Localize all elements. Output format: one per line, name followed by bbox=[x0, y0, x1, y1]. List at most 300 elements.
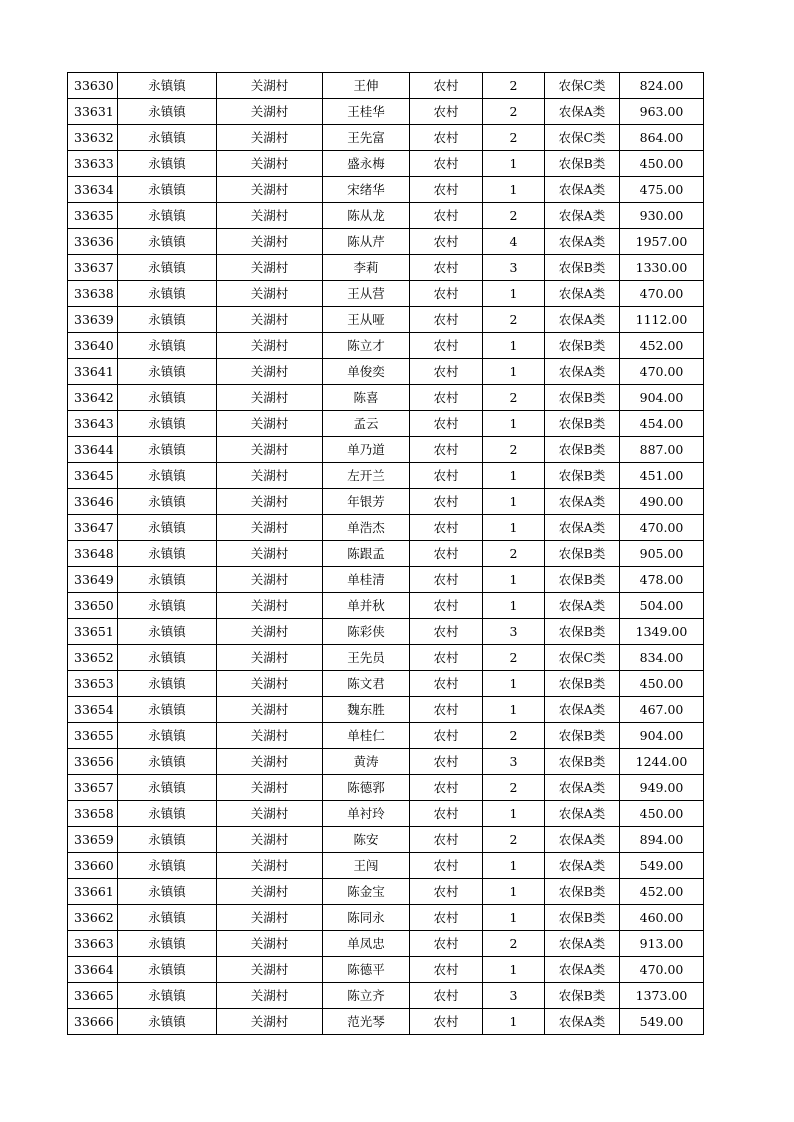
cell-amount: 467.00 bbox=[620, 697, 704, 723]
cell-town: 永镇镇 bbox=[118, 879, 217, 905]
cell-amount: 1112.00 bbox=[620, 307, 704, 333]
cell-count: 1 bbox=[483, 489, 545, 515]
cell-village: 关湖村 bbox=[217, 385, 323, 411]
table-row bbox=[68, 827, 704, 853]
cell-id: 33663 bbox=[68, 931, 118, 957]
cell-amount: 1330.00 bbox=[620, 255, 704, 281]
cell-area: 农村 bbox=[410, 307, 483, 333]
cell-village: 关湖村 bbox=[217, 775, 323, 801]
cell-category: 农保B类 bbox=[545, 333, 620, 359]
cell-name: 黄涛 bbox=[323, 749, 410, 775]
cell-name: 单乃道 bbox=[323, 437, 410, 463]
cell-town: 永镇镇 bbox=[118, 281, 217, 307]
cell-category: 农保A类 bbox=[545, 775, 620, 801]
cell-name: 王从哑 bbox=[323, 307, 410, 333]
cell-category: 农保B类 bbox=[545, 879, 620, 905]
cell-count: 1 bbox=[483, 1009, 545, 1035]
cell-id: 33641 bbox=[68, 359, 118, 385]
table-row bbox=[68, 957, 704, 983]
cell-area: 农村 bbox=[410, 827, 483, 853]
cell-amount: 1244.00 bbox=[620, 749, 704, 775]
cell-id: 33656 bbox=[68, 749, 118, 775]
cell-id: 33646 bbox=[68, 489, 118, 515]
cell-village: 关湖村 bbox=[217, 73, 323, 99]
cell-area: 农村 bbox=[410, 437, 483, 463]
cell-amount: 834.00 bbox=[620, 645, 704, 671]
cell-id: 33648 bbox=[68, 541, 118, 567]
cell-town: 永镇镇 bbox=[118, 593, 217, 619]
cell-area: 农村 bbox=[410, 541, 483, 567]
cell-count: 1 bbox=[483, 957, 545, 983]
cell-village: 关湖村 bbox=[217, 853, 323, 879]
cell-village: 关湖村 bbox=[217, 645, 323, 671]
cell-count: 2 bbox=[483, 827, 545, 853]
table-row bbox=[68, 749, 704, 775]
cell-name: 陈德郛 bbox=[323, 775, 410, 801]
cell-amount: 452.00 bbox=[620, 333, 704, 359]
cell-village: 关湖村 bbox=[217, 905, 323, 931]
cell-town: 永镇镇 bbox=[118, 749, 217, 775]
cell-id: 33659 bbox=[68, 827, 118, 853]
table-row bbox=[68, 853, 704, 879]
cell-name: 李莉 bbox=[323, 255, 410, 281]
cell-village: 关湖村 bbox=[217, 437, 323, 463]
cell-amount: 963.00 bbox=[620, 99, 704, 125]
cell-category: 农保B类 bbox=[545, 749, 620, 775]
cell-name: 王伸 bbox=[323, 73, 410, 99]
cell-area: 农村 bbox=[410, 385, 483, 411]
cell-count: 1 bbox=[483, 177, 545, 203]
cell-id: 33652 bbox=[68, 645, 118, 671]
cell-name: 魏东胜 bbox=[323, 697, 410, 723]
cell-town: 永镇镇 bbox=[118, 411, 217, 437]
table-row bbox=[68, 255, 704, 281]
cell-name: 左开兰 bbox=[323, 463, 410, 489]
cell-count: 1 bbox=[483, 593, 545, 619]
table-row bbox=[68, 73, 704, 99]
cell-town: 永镇镇 bbox=[118, 177, 217, 203]
cell-amount: 450.00 bbox=[620, 671, 704, 697]
cell-area: 农村 bbox=[410, 489, 483, 515]
cell-amount: 894.00 bbox=[620, 827, 704, 853]
cell-count: 1 bbox=[483, 333, 545, 359]
table-row bbox=[68, 515, 704, 541]
cell-amount: 454.00 bbox=[620, 411, 704, 437]
cell-village: 关湖村 bbox=[217, 671, 323, 697]
cell-category: 农保B类 bbox=[545, 255, 620, 281]
cell-area: 农村 bbox=[410, 879, 483, 905]
table-row bbox=[68, 99, 704, 125]
cell-name: 盛永梅 bbox=[323, 151, 410, 177]
cell-area: 农村 bbox=[410, 749, 483, 775]
cell-area: 农村 bbox=[410, 671, 483, 697]
cell-amount: 887.00 bbox=[620, 437, 704, 463]
cell-count: 1 bbox=[483, 515, 545, 541]
cell-name: 陈彩侠 bbox=[323, 619, 410, 645]
cell-town: 永镇镇 bbox=[118, 385, 217, 411]
cell-category: 农保A类 bbox=[545, 359, 620, 385]
cell-id: 33637 bbox=[68, 255, 118, 281]
cell-name: 单浩杰 bbox=[323, 515, 410, 541]
table-row bbox=[68, 593, 704, 619]
cell-area: 农村 bbox=[410, 359, 483, 385]
cell-town: 永镇镇 bbox=[118, 801, 217, 827]
cell-village: 关湖村 bbox=[217, 99, 323, 125]
cell-village: 关湖村 bbox=[217, 281, 323, 307]
cell-area: 农村 bbox=[410, 593, 483, 619]
cell-count: 1 bbox=[483, 359, 545, 385]
cell-amount: 930.00 bbox=[620, 203, 704, 229]
table-row bbox=[68, 385, 704, 411]
cell-id: 33665 bbox=[68, 983, 118, 1009]
cell-village: 关湖村 bbox=[217, 593, 323, 619]
cell-count: 2 bbox=[483, 203, 545, 229]
cell-id: 33642 bbox=[68, 385, 118, 411]
cell-category: 农保B类 bbox=[545, 463, 620, 489]
cell-id: 33635 bbox=[68, 203, 118, 229]
cell-town: 永镇镇 bbox=[118, 255, 217, 281]
cell-area: 农村 bbox=[410, 775, 483, 801]
cell-count: 1 bbox=[483, 463, 545, 489]
cell-area: 农村 bbox=[410, 229, 483, 255]
table-row bbox=[68, 229, 704, 255]
table-row bbox=[68, 671, 704, 697]
cell-category: 农保A类 bbox=[545, 229, 620, 255]
table-row bbox=[68, 307, 704, 333]
cell-amount: 460.00 bbox=[620, 905, 704, 931]
cell-town: 永镇镇 bbox=[118, 437, 217, 463]
cell-amount: 549.00 bbox=[620, 1009, 704, 1035]
cell-amount: 478.00 bbox=[620, 567, 704, 593]
table-row bbox=[68, 489, 704, 515]
cell-area: 农村 bbox=[410, 619, 483, 645]
cell-amount: 864.00 bbox=[620, 125, 704, 151]
cell-category: 农保A类 bbox=[545, 1009, 620, 1035]
cell-amount: 549.00 bbox=[620, 853, 704, 879]
cell-id: 33666 bbox=[68, 1009, 118, 1035]
cell-category: 农保B类 bbox=[545, 411, 620, 437]
cell-category: 农保B类 bbox=[545, 541, 620, 567]
cell-area: 农村 bbox=[410, 931, 483, 957]
cell-count: 3 bbox=[483, 255, 545, 281]
cell-area: 农村 bbox=[410, 645, 483, 671]
cell-town: 永镇镇 bbox=[118, 151, 217, 177]
cell-id: 33658 bbox=[68, 801, 118, 827]
cell-id: 33647 bbox=[68, 515, 118, 541]
cell-town: 永镇镇 bbox=[118, 1009, 217, 1035]
cell-name: 王桂华 bbox=[323, 99, 410, 125]
cell-id: 33655 bbox=[68, 723, 118, 749]
cell-area: 农村 bbox=[410, 853, 483, 879]
cell-name: 范光琴 bbox=[323, 1009, 410, 1035]
cell-count: 2 bbox=[483, 723, 545, 749]
cell-amount: 470.00 bbox=[620, 281, 704, 307]
cell-name: 单凤忠 bbox=[323, 931, 410, 957]
cell-count: 3 bbox=[483, 749, 545, 775]
cell-category: 农保A类 bbox=[545, 697, 620, 723]
cell-name: 王先富 bbox=[323, 125, 410, 151]
cell-count: 2 bbox=[483, 99, 545, 125]
cell-category: 农保B类 bbox=[545, 983, 620, 1009]
cell-amount: 450.00 bbox=[620, 151, 704, 177]
cell-count: 1 bbox=[483, 671, 545, 697]
cell-village: 关湖村 bbox=[217, 879, 323, 905]
cell-category: 农保A类 bbox=[545, 931, 620, 957]
cell-name: 陈安 bbox=[323, 827, 410, 853]
cell-village: 关湖村 bbox=[217, 567, 323, 593]
cell-amount: 913.00 bbox=[620, 931, 704, 957]
cell-id: 33651 bbox=[68, 619, 118, 645]
cell-village: 关湖村 bbox=[217, 801, 323, 827]
cell-count: 2 bbox=[483, 775, 545, 801]
cell-town: 永镇镇 bbox=[118, 229, 217, 255]
cell-name: 陈文君 bbox=[323, 671, 410, 697]
cell-category: 农保B类 bbox=[545, 567, 620, 593]
cell-town: 永镇镇 bbox=[118, 567, 217, 593]
cell-town: 永镇镇 bbox=[118, 645, 217, 671]
cell-village: 关湖村 bbox=[217, 151, 323, 177]
cell-category: 农保A类 bbox=[545, 957, 620, 983]
cell-name: 陈喜 bbox=[323, 385, 410, 411]
cell-count: 2 bbox=[483, 541, 545, 567]
cell-count: 1 bbox=[483, 853, 545, 879]
cell-category: 农保A类 bbox=[545, 307, 620, 333]
cell-id: 33661 bbox=[68, 879, 118, 905]
cell-id: 33638 bbox=[68, 281, 118, 307]
cell-amount: 824.00 bbox=[620, 73, 704, 99]
cell-count: 1 bbox=[483, 567, 545, 593]
cell-name: 陈立才 bbox=[323, 333, 410, 359]
cell-area: 农村 bbox=[410, 255, 483, 281]
cell-village: 关湖村 bbox=[217, 125, 323, 151]
cell-category: 农保A类 bbox=[545, 99, 620, 125]
cell-village: 关湖村 bbox=[217, 931, 323, 957]
cell-id: 33654 bbox=[68, 697, 118, 723]
cell-id: 33634 bbox=[68, 177, 118, 203]
cell-village: 关湖村 bbox=[217, 307, 323, 333]
cell-town: 永镇镇 bbox=[118, 333, 217, 359]
cell-count: 1 bbox=[483, 281, 545, 307]
cell-village: 关湖村 bbox=[217, 697, 323, 723]
cell-category: 农保B类 bbox=[545, 151, 620, 177]
cell-id: 33640 bbox=[68, 333, 118, 359]
cell-village: 关湖村 bbox=[217, 359, 323, 385]
cell-count: 3 bbox=[483, 983, 545, 1009]
cell-village: 关湖村 bbox=[217, 203, 323, 229]
cell-amount: 470.00 bbox=[620, 359, 704, 385]
cell-count: 2 bbox=[483, 73, 545, 99]
cell-category: 农保B类 bbox=[545, 723, 620, 749]
cell-name: 单衬玲 bbox=[323, 801, 410, 827]
table-row bbox=[68, 281, 704, 307]
cell-id: 33649 bbox=[68, 567, 118, 593]
cell-count: 1 bbox=[483, 801, 545, 827]
cell-area: 农村 bbox=[410, 905, 483, 931]
cell-area: 农村 bbox=[410, 411, 483, 437]
cell-village: 关湖村 bbox=[217, 957, 323, 983]
table-row bbox=[68, 983, 704, 1009]
cell-village: 关湖村 bbox=[217, 515, 323, 541]
table-row bbox=[68, 905, 704, 931]
cell-id: 33644 bbox=[68, 437, 118, 463]
cell-area: 农村 bbox=[410, 203, 483, 229]
cell-town: 永镇镇 bbox=[118, 697, 217, 723]
cell-id: 33645 bbox=[68, 463, 118, 489]
cell-name: 单桂清 bbox=[323, 567, 410, 593]
cell-amount: 1349.00 bbox=[620, 619, 704, 645]
cell-area: 农村 bbox=[410, 151, 483, 177]
cell-id: 33657 bbox=[68, 775, 118, 801]
cell-amount: 904.00 bbox=[620, 723, 704, 749]
table-row bbox=[68, 645, 704, 671]
cell-amount: 450.00 bbox=[620, 801, 704, 827]
cell-id: 33633 bbox=[68, 151, 118, 177]
cell-town: 永镇镇 bbox=[118, 853, 217, 879]
table-row bbox=[68, 463, 704, 489]
cell-amount: 1957.00 bbox=[620, 229, 704, 255]
table-row bbox=[68, 203, 704, 229]
cell-id: 33653 bbox=[68, 671, 118, 697]
cell-area: 农村 bbox=[410, 723, 483, 749]
cell-id: 33636 bbox=[68, 229, 118, 255]
cell-id: 33662 bbox=[68, 905, 118, 931]
cell-amount: 504.00 bbox=[620, 593, 704, 619]
cell-count: 2 bbox=[483, 307, 545, 333]
table-row bbox=[68, 801, 704, 827]
table-row bbox=[68, 619, 704, 645]
cell-id: 33639 bbox=[68, 307, 118, 333]
cell-amount: 1373.00 bbox=[620, 983, 704, 1009]
table-row bbox=[68, 359, 704, 385]
cell-town: 永镇镇 bbox=[118, 125, 217, 151]
cell-count: 4 bbox=[483, 229, 545, 255]
cell-category: 农保A类 bbox=[545, 177, 620, 203]
cell-count: 3 bbox=[483, 619, 545, 645]
cell-village: 关湖村 bbox=[217, 229, 323, 255]
cell-category: 农保A类 bbox=[545, 801, 620, 827]
cell-village: 关湖村 bbox=[217, 541, 323, 567]
cell-count: 1 bbox=[483, 151, 545, 177]
cell-amount: 475.00 bbox=[620, 177, 704, 203]
cell-count: 1 bbox=[483, 697, 545, 723]
cell-amount: 904.00 bbox=[620, 385, 704, 411]
cell-category: 农保B类 bbox=[545, 385, 620, 411]
table-row bbox=[68, 541, 704, 567]
cell-area: 农村 bbox=[410, 281, 483, 307]
cell-name: 单桂仁 bbox=[323, 723, 410, 749]
cell-town: 永镇镇 bbox=[118, 541, 217, 567]
cell-count: 2 bbox=[483, 645, 545, 671]
cell-town: 永镇镇 bbox=[118, 307, 217, 333]
cell-area: 农村 bbox=[410, 1009, 483, 1035]
cell-id: 33643 bbox=[68, 411, 118, 437]
cell-area: 农村 bbox=[410, 515, 483, 541]
cell-village: 关湖村 bbox=[217, 255, 323, 281]
table-row bbox=[68, 723, 704, 749]
cell-id: 33660 bbox=[68, 853, 118, 879]
cell-count: 2 bbox=[483, 385, 545, 411]
cell-name: 陈同永 bbox=[323, 905, 410, 931]
cell-area: 农村 bbox=[410, 99, 483, 125]
cell-amount: 470.00 bbox=[620, 957, 704, 983]
table-row bbox=[68, 437, 704, 463]
table-row bbox=[68, 879, 704, 905]
cell-category: 农保C类 bbox=[545, 645, 620, 671]
cell-area: 农村 bbox=[410, 125, 483, 151]
cell-category: 农保A类 bbox=[545, 593, 620, 619]
cell-town: 永镇镇 bbox=[118, 827, 217, 853]
cell-town: 永镇镇 bbox=[118, 203, 217, 229]
cell-name: 年银芳 bbox=[323, 489, 410, 515]
cell-village: 关湖村 bbox=[217, 619, 323, 645]
cell-amount: 949.00 bbox=[620, 775, 704, 801]
cell-count: 2 bbox=[483, 125, 545, 151]
cell-name: 单俊奕 bbox=[323, 359, 410, 385]
cell-category: 农保A类 bbox=[545, 203, 620, 229]
cell-amount: 905.00 bbox=[620, 541, 704, 567]
cell-category: 农保B类 bbox=[545, 437, 620, 463]
cell-village: 关湖村 bbox=[217, 827, 323, 853]
cell-town: 永镇镇 bbox=[118, 671, 217, 697]
table-row bbox=[68, 125, 704, 151]
cell-name: 王先员 bbox=[323, 645, 410, 671]
roster-table bbox=[67, 72, 704, 1035]
table-row bbox=[68, 1009, 704, 1035]
cell-area: 农村 bbox=[410, 177, 483, 203]
cell-area: 农村 bbox=[410, 983, 483, 1009]
cell-area: 农村 bbox=[410, 567, 483, 593]
cell-village: 关湖村 bbox=[217, 749, 323, 775]
cell-category: 农保C类 bbox=[545, 125, 620, 151]
cell-category: 农保A类 bbox=[545, 489, 620, 515]
cell-name: 孟云 bbox=[323, 411, 410, 437]
cell-category: 农保B类 bbox=[545, 905, 620, 931]
cell-name: 单并秋 bbox=[323, 593, 410, 619]
cell-amount: 451.00 bbox=[620, 463, 704, 489]
table-row bbox=[68, 333, 704, 359]
cell-amount: 490.00 bbox=[620, 489, 704, 515]
cell-category: 农保A类 bbox=[545, 515, 620, 541]
cell-category: 农保A类 bbox=[545, 853, 620, 879]
table-row bbox=[68, 775, 704, 801]
cell-village: 关湖村 bbox=[217, 983, 323, 1009]
cell-name: 陈德平 bbox=[323, 957, 410, 983]
table-row bbox=[68, 931, 704, 957]
cell-area: 农村 bbox=[410, 463, 483, 489]
cell-count: 2 bbox=[483, 437, 545, 463]
cell-village: 关湖村 bbox=[217, 463, 323, 489]
table-row bbox=[68, 151, 704, 177]
cell-village: 关湖村 bbox=[217, 1009, 323, 1035]
cell-name: 王从营 bbox=[323, 281, 410, 307]
cell-village: 关湖村 bbox=[217, 411, 323, 437]
cell-area: 农村 bbox=[410, 333, 483, 359]
cell-area: 农村 bbox=[410, 801, 483, 827]
cell-town: 永镇镇 bbox=[118, 723, 217, 749]
cell-area: 农村 bbox=[410, 957, 483, 983]
cell-town: 永镇镇 bbox=[118, 463, 217, 489]
cell-town: 永镇镇 bbox=[118, 905, 217, 931]
cell-town: 永镇镇 bbox=[118, 619, 217, 645]
cell-town: 永镇镇 bbox=[118, 957, 217, 983]
cell-town: 永镇镇 bbox=[118, 73, 217, 99]
cell-name: 陈立齐 bbox=[323, 983, 410, 1009]
table-row bbox=[68, 411, 704, 437]
cell-id: 33630 bbox=[68, 73, 118, 99]
cell-name: 陈从龙 bbox=[323, 203, 410, 229]
cell-amount: 470.00 bbox=[620, 515, 704, 541]
cell-town: 永镇镇 bbox=[118, 983, 217, 1009]
